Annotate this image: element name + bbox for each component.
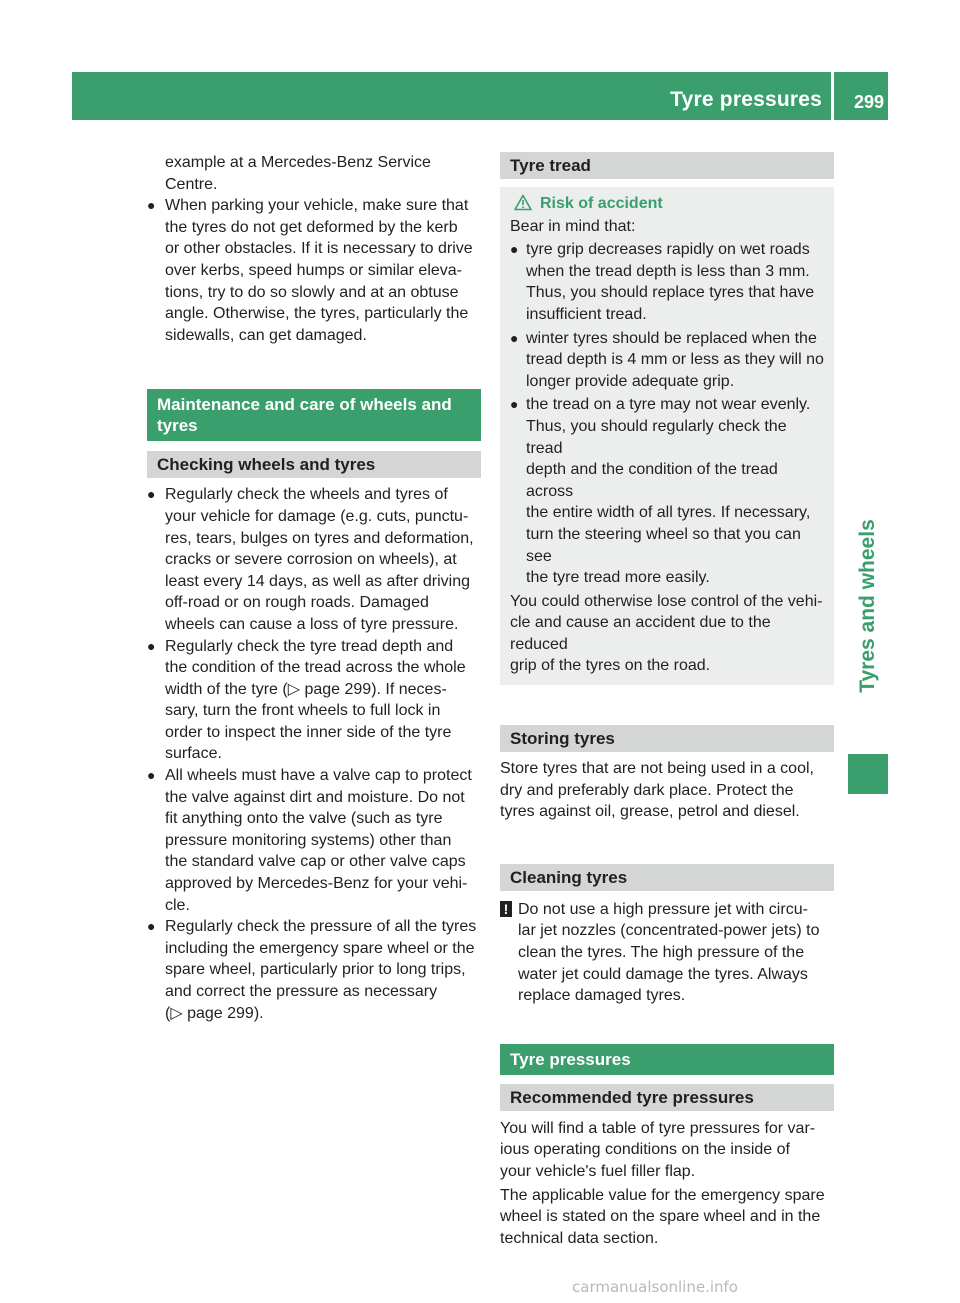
list-item: ● Regularly check the pressure of all the tyres including the emergency spare wheel or the spare wheel, particularly prior to long trips, and correct the pressure as necessary (▷ page 299).	[147, 918, 477, 1022]
subheading-tyre-tread: Tyre tread	[500, 152, 834, 179]
header-title: Tyre pressures	[670, 88, 822, 111]
watermark: carmanualsonline.info	[572, 1278, 738, 1296]
section-heading-tyre-pressures: Tyre pressures	[500, 1044, 834, 1075]
warning-triangle-icon	[514, 194, 532, 211]
left-column	[147, 152, 481, 1024]
cleaning-notice: ! Do not use a high pressure jet with circu- lar jet nozzles (concentrated-power jets) to clean the tyres. The high pressure of the water jet could damage the tyres. Always replace damaged tyres.	[500, 899, 834, 1007]
side-tab-marker	[848, 754, 888, 794]
recommended-text: You will find a table of tyre pressures for var- ious operating conditions on the inside of your vehicle's fuel filler flap.	[500, 1119, 816, 1180]
page-number: 299	[853, 92, 884, 112]
list-item: ● All wheels must have a valve cap to protect the valve against dirt and moisture. Do not fit anything onto the valve (such as tyre pressure monitoring systems) other than the standard valve cap or other valve caps approved by Mercedes-Benz for your vehi- cle.	[147, 767, 472, 914]
warning-box	[500, 187, 834, 685]
exclamation-icon: !	[500, 901, 512, 917]
list-item: ● the tread on a tyre may not wear evenly. Thus, you should regularly check the tread depth and the condition of the tread across the entire width of all tyres. If necessary, turn the steering wheel so that you can see the tyre tread more easily.	[510, 396, 811, 587]
list-item: ● winter tyres should be replaced when the tread depth is 4 mm or less as they will no longer provide adequate grip.	[510, 329, 824, 390]
side-tab-label: Tyres and wheels	[856, 519, 879, 693]
list-item: ● When parking your vehicle, make sure that the tyres do not get deformed by the kerb or other obstacles. If it is necessary to drive over kerbs, speed humps or similar eleva- tions, try to do so slowly and at an obtuse angle. Otherwise, the tyres, particularly the sidewalls, can get damaged.	[147, 197, 473, 344]
warning-title: Risk of accident	[510, 193, 826, 215]
subheading-checking: Checking wheels and tyres	[147, 451, 481, 478]
subheading-recommended: Recommended tyre pressures	[500, 1084, 834, 1111]
list-item: ● Regularly check the wheels and tyres of your vehicle for damage (e.g. cuts, punctu- res, tears, bulges on tyres and deformation, cracks or severe corrosion on wheels), at least every 14 days, as well as after driving off-road or on rough roads. Damaged wheels can cause a loss of tyre pressure.	[147, 486, 474, 633]
recommended-text-2: The applicable value for the emergency spare wheel is stated on the spare wheel and in the technical data section.	[500, 1186, 825, 1247]
header-divider	[831, 72, 834, 120]
right-column	[500, 152, 834, 1249]
list-item: ● Regularly check the tyre tread depth and the condition of the tread across the whole width of the tyre (▷ page 299). If neces- sary, turn the front wheels to full lock in order to inspect the inner side of the tyre surface.	[147, 637, 466, 763]
side-tab	[848, 472, 888, 740]
subheading-storing: Storing tyres	[500, 725, 834, 752]
warning-lead: Bear in mind that:	[510, 217, 636, 235]
section-heading: Maintenance and care of wheels and tyres	[147, 389, 481, 441]
storing-text: Store tyres that are not being used in a cool, dry and preferably dark place. Protect the tyres against oil, grease, petrol and diesel.	[500, 760, 814, 821]
warning-closing: You could otherwise lose control of the vehi- cle and cause an accident due to the reduced grip of the tyres on the road.	[510, 592, 823, 675]
intro-continuation: example at a Mercedes-Benz Service Centre.	[165, 154, 431, 193]
list-item: ● tyre grip decreases rapidly on wet roads when the tread depth is less than 3 mm. Thus, you should replace tyres that have insufficient tread.	[510, 241, 815, 323]
subheading-cleaning: Cleaning tyres	[500, 864, 834, 891]
page-header	[72, 72, 888, 120]
